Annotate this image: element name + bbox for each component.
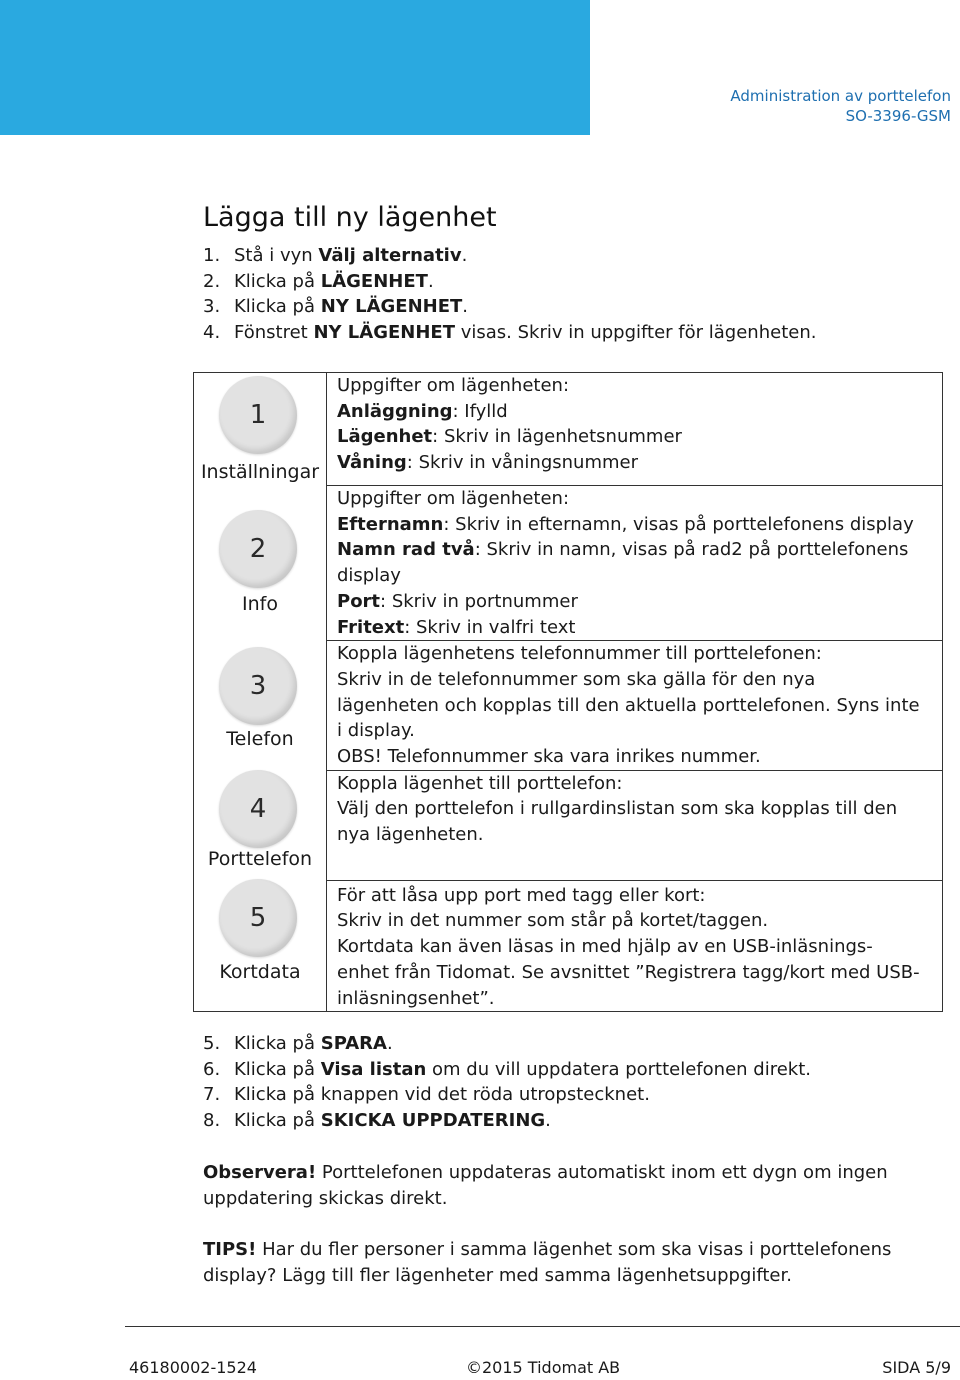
step-text: Fönstret <box>234 322 314 344</box>
footer-copyright: ©2015 Tidomat AB <box>466 1358 621 1377</box>
section-phone-numbers <box>327 641 943 771</box>
step-number: 7. <box>203 1084 221 1106</box>
step-emphasis: NY LÄGENHET <box>320 296 463 318</box>
tab-phone <box>194 637 326 765</box>
number-1-icon: 1 <box>219 376 297 454</box>
step-text: Klicka på <box>234 270 321 292</box>
tab-carddata <box>194 877 326 1003</box>
step-emphasis: SPARA <box>320 1033 387 1054</box>
step-emphasis: LÄGENHET <box>320 270 428 292</box>
section-heading: Koppla lägenhetens telefonnummer till porttelefonen: <box>337 643 822 665</box>
field-desc: : Skriv in portnummer <box>380 590 578 612</box>
step-text: Stå i vyn <box>234 245 319 266</box>
step-item <box>203 294 816 320</box>
section-note: OBS! Telefonnummer ska vara inrikes nummer. <box>337 746 761 768</box>
step-text: Klicka på <box>234 1110 321 1132</box>
footer-divider <box>125 1326 960 1327</box>
section-link-doorphone <box>327 770 943 880</box>
field-line <box>337 589 934 615</box>
step-number: 2. <box>203 270 221 292</box>
step-number: 8. <box>203 1110 221 1132</box>
step-number: 5. <box>203 1033 221 1054</box>
number-4-icon: 4 <box>219 770 297 848</box>
tips-text: Har du fler personer i samma lägenhet som ska visas i porttelefonens <box>256 1239 892 1260</box>
section-heading: Koppla lägenhet till porttelefon: <box>337 772 623 794</box>
field-label: Efternamn <box>337 513 444 535</box>
section-text: lägenheten och kopplas till den aktuella porttelefonen. Syns inte <box>337 694 920 716</box>
field-line <box>337 615 934 641</box>
note-label: Observera! <box>203 1162 317 1183</box>
field-label: Fritext <box>337 616 405 638</box>
field-desc: : Skriv in lägenhetsnummer <box>432 426 682 448</box>
section-text: Skriv in det nummer som står på kortet/taggen. <box>337 910 769 932</box>
number-3-icon: 3 <box>219 647 297 725</box>
field-label: Våning <box>337 452 407 474</box>
section-heading: För att låsa upp port med tagg eller kort: <box>337 884 706 906</box>
tab-label-settings: Inställningar <box>200 461 320 483</box>
header-title: Administration av porttelefon <box>730 87 951 105</box>
field-desc: : Ifylld <box>452 400 508 422</box>
step-emphasis: NY LÄGENHET <box>313 322 455 344</box>
section-resident-info <box>327 486 943 641</box>
field-line <box>337 512 934 538</box>
page-title: Lägga till ny lägenhet <box>203 202 497 233</box>
step-text-end: . <box>545 1110 551 1132</box>
tab-doorphone <box>194 765 326 877</box>
tips-text-continued: display? Lägg till fler lägenheter med samma lägenhetsuppgifter. <box>203 1264 792 1286</box>
section-text: Skriv in de telefonnummer som ska gälla för den nya <box>337 668 816 690</box>
tab-label-info: Info <box>242 593 278 615</box>
note-text: Porttelefonen uppdateras automatiskt inom ett dygn om ingen <box>316 1162 888 1183</box>
step-text-end: . <box>427 270 434 292</box>
step-text-end: . <box>461 245 468 266</box>
note-text-continued: uppdatering skickas direkt. <box>203 1187 448 1209</box>
tab-column <box>194 373 327 1012</box>
tab-settings <box>194 373 326 506</box>
field-desc: : Skriv in våningsnummer <box>406 452 638 474</box>
step-emphasis: Visa listan <box>320 1058 427 1080</box>
footer-page-number: SIDA 5/9 <box>882 1358 951 1377</box>
step-text: Klicka på <box>234 1033 321 1054</box>
tab-label-doorphone: Porttelefon <box>207 848 313 870</box>
step-item <box>203 1031 811 1057</box>
field-label: Lägenhet <box>337 426 433 448</box>
step-text-end: . <box>462 296 469 318</box>
step-item <box>203 243 816 269</box>
step-item <box>203 1057 811 1083</box>
number-5-icon: 5 <box>219 879 297 957</box>
steps-list-first <box>203 243 816 346</box>
step-text-end: om du vill uppdatera porttelefonen direkt. <box>426 1058 811 1080</box>
step-number: 1. <box>203 245 221 266</box>
field-desc: : Skriv in valfri text <box>404 616 576 638</box>
field-label: Port <box>337 590 381 612</box>
steps-list-second <box>203 1031 811 1134</box>
field-desc-continued: display <box>337 565 401 587</box>
tab-label-phone: Telefon <box>226 728 294 750</box>
section-text: enhet från Tidomat. Se avsnittet ”Registrera tagg/kort med USB- <box>337 961 920 983</box>
section-text: Kortdata kan även läsas in med hjälp av en USB-inläsnings- <box>337 936 873 958</box>
step-item <box>203 1108 811 1134</box>
step-text-end: . <box>386 1033 393 1054</box>
step-number: 6. <box>203 1058 221 1080</box>
header-text <box>730 86 951 126</box>
step-emphasis: SKICKA UPPDATERING <box>320 1110 546 1132</box>
step-item <box>203 320 816 346</box>
header-color-bar <box>0 0 590 135</box>
field-line <box>337 537 934 563</box>
field-line <box>337 399 934 425</box>
section-apartment-info <box>327 373 943 486</box>
field-line <box>337 450 934 476</box>
footer-doc-number: 46180002-1524 <box>129 1358 257 1377</box>
step-item <box>203 269 816 295</box>
field-desc: : Skriv in efternamn, visas på porttelefonens display <box>443 513 914 535</box>
field-desc: : Skriv in namn, visas på rad2 på porttelefonens <box>474 539 909 561</box>
field-label: Namn rad två <box>337 539 475 561</box>
field-label: Anläggning <box>337 400 453 422</box>
page-header <box>0 0 960 135</box>
section-text: nya lägenheten. <box>337 824 484 846</box>
note-paragraph <box>203 1160 933 1211</box>
section-text: i display. <box>337 720 415 742</box>
section-card-data <box>327 880 943 1012</box>
tab-info <box>194 506 326 637</box>
step-text: Klicka på knappen vid det röda utropstecknet. <box>234 1084 650 1106</box>
step-item <box>203 1082 811 1108</box>
apartment-form-table <box>193 372 943 1012</box>
step-text-end: visas. Skriv in uppgifter för lägenheten. <box>454 322 817 344</box>
step-text: Klicka på <box>234 296 321 318</box>
number-2-icon: 2 <box>219 510 297 588</box>
tab-label-carddata: Kortdata <box>219 961 301 983</box>
section-heading: Uppgifter om lägenheten: <box>337 375 570 396</box>
step-number: 4. <box>203 322 221 344</box>
step-number: 3. <box>203 296 221 318</box>
section-heading: Uppgifter om lägenheten: <box>337 488 570 509</box>
section-text: Välj den porttelefon i rullgardinslistan som ska kopplas till den <box>337 798 898 820</box>
step-emphasis: Välj alternativ <box>318 245 462 266</box>
tips-paragraph <box>203 1237 933 1288</box>
section-text: inläsningsenhet”. <box>337 987 495 1009</box>
step-text: Klicka på <box>234 1058 321 1080</box>
header-model: SO-3396-GSM <box>845 107 951 125</box>
field-line <box>337 424 934 450</box>
tips-label: TIPS! <box>203 1239 257 1260</box>
